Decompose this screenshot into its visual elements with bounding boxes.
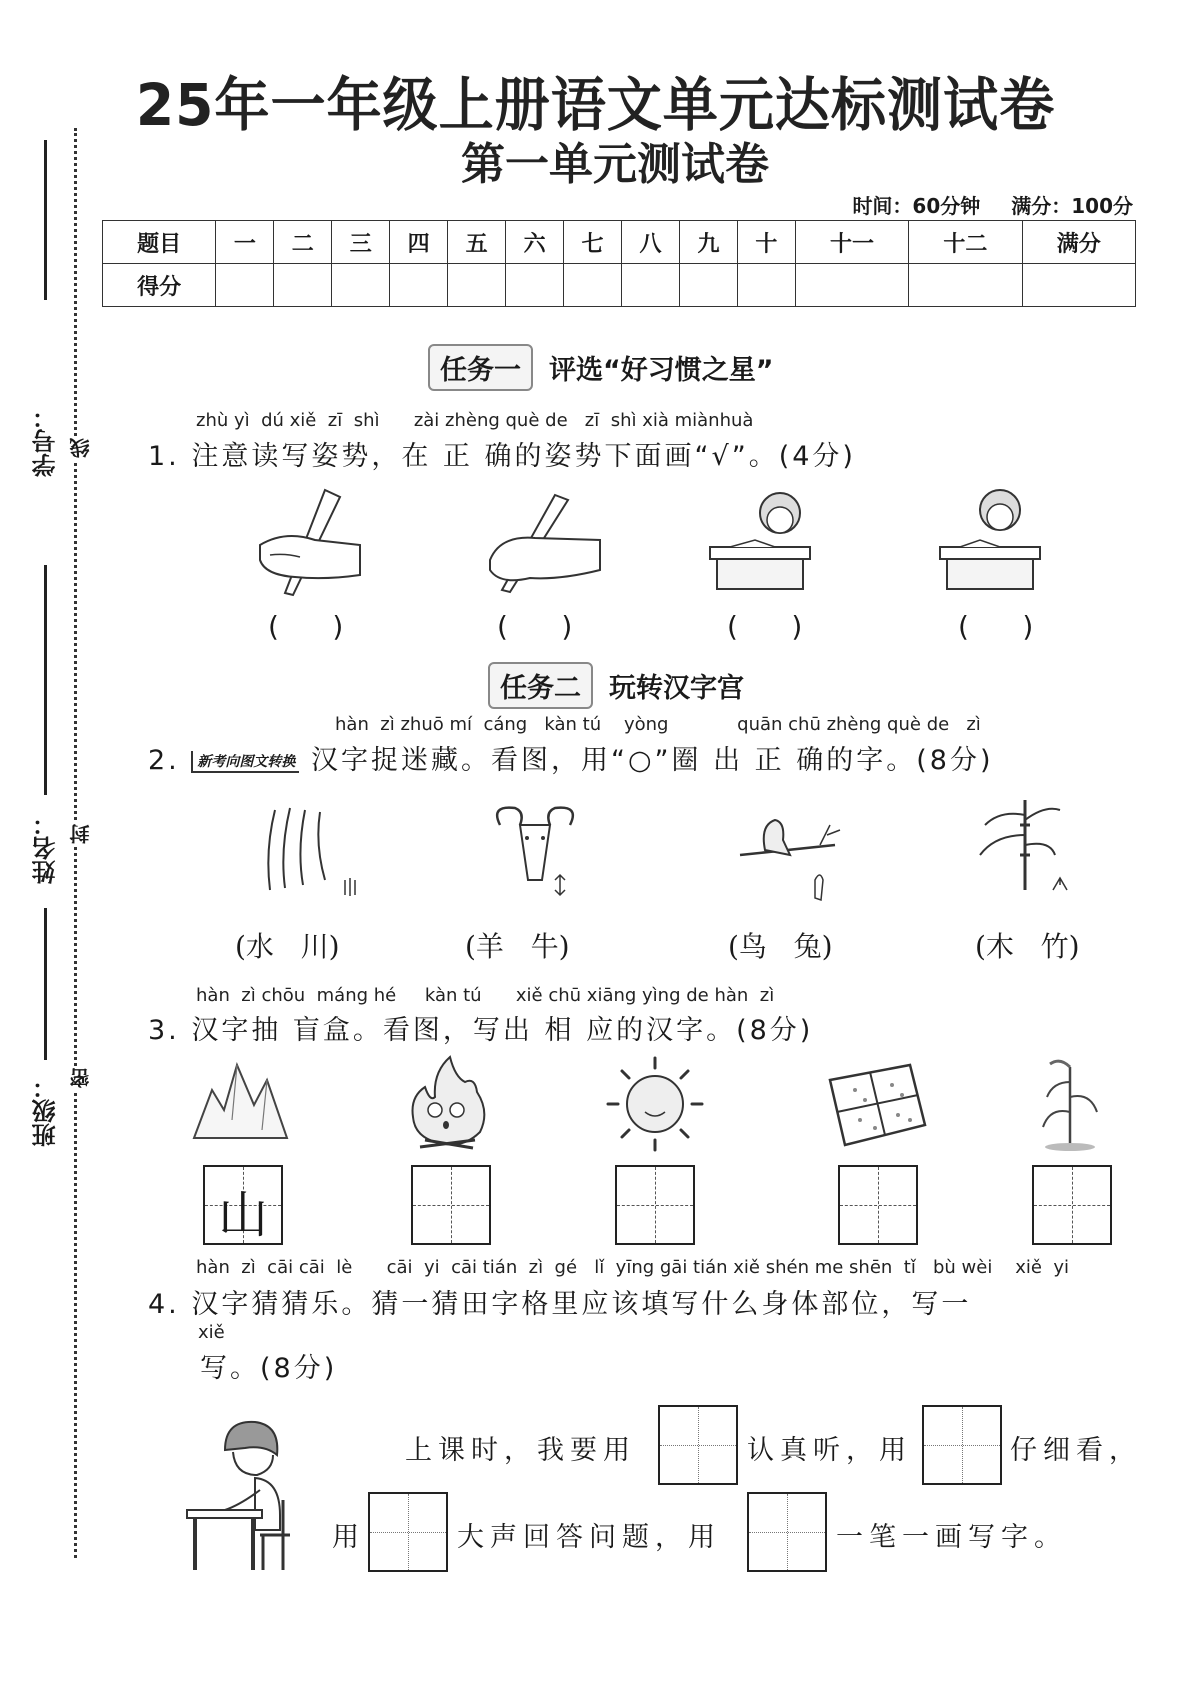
score-cell[interactable] xyxy=(332,264,390,307)
score-cell[interactable] xyxy=(1022,264,1135,307)
score-cell[interactable] xyxy=(622,264,680,307)
q2-choice-water-river[interactable]: (水 川) xyxy=(235,930,340,963)
score-table-header-row xyxy=(103,221,1136,264)
q4-answer-grid-write[interactable] xyxy=(747,1492,827,1572)
col-header: 七 xyxy=(564,221,622,264)
score-cell[interactable] xyxy=(795,264,908,307)
q4-pinyin-line2: xiě xyxy=(198,1322,225,1343)
q4-sentence2-part1: 用 xyxy=(332,1522,365,1553)
q2-choice-sheep-ox[interactable]: (羊 牛) xyxy=(465,930,570,963)
class-label: 班级： xyxy=(32,1075,60,1147)
col-header: 五 xyxy=(448,221,506,264)
q3-answer-grid-mountain[interactable] xyxy=(203,1165,283,1245)
bamboo-icon xyxy=(975,795,1085,900)
seal-secret-label: 密 xyxy=(66,1066,95,1090)
task2-heading xyxy=(488,662,744,709)
sun-icon xyxy=(600,1052,710,1157)
hand-pencil-correct-icon xyxy=(255,485,365,600)
fire-icon xyxy=(405,1052,495,1152)
q2-number: 2. xyxy=(148,745,180,776)
student-no-label: 学号： xyxy=(32,405,60,477)
river-icon xyxy=(245,800,365,900)
score-cell[interactable] xyxy=(506,264,564,307)
score-table-score-row xyxy=(103,264,1136,307)
new-trend-tag: 新考向图文转换 xyxy=(191,751,299,773)
time-limit: 时间：60分钟 xyxy=(852,194,981,218)
q4-sentence1-part2: 认真听，用 xyxy=(747,1435,912,1466)
col-header: 十二 xyxy=(909,221,1022,264)
q3-answer-char: 山 xyxy=(218,1186,268,1244)
q3-answer-grid-field[interactable] xyxy=(838,1165,918,1245)
q3-answer-grid-grain[interactable] xyxy=(1032,1165,1112,1245)
q3-pinyin: hàn zì chōu máng hé kàn tú xiě chū xiāng yìng de hàn zì xyxy=(196,985,775,1006)
mountain-icon xyxy=(192,1060,292,1140)
student-no-line[interactable] xyxy=(44,140,47,300)
girl-slouched-reading-icon xyxy=(705,485,815,595)
score-cell[interactable] xyxy=(274,264,332,307)
col-header: 二 xyxy=(274,221,332,264)
score-cell[interactable] xyxy=(216,264,274,307)
class-line[interactable] xyxy=(44,908,47,1060)
q2-choice-bird-rabbit[interactable]: (鸟 兔) xyxy=(728,930,833,963)
goat-icon xyxy=(480,800,590,900)
col-header: 一 xyxy=(216,221,274,264)
col-header: 六 xyxy=(506,221,564,264)
q1-text: 1. 注意读写姿势，在 正 确的姿势下面画“√”。(4分) xyxy=(148,441,856,472)
score-cell[interactable] xyxy=(564,264,622,307)
col-header: 九 xyxy=(679,221,737,264)
q2-choice-wood-bamboo[interactable]: (木 竹) xyxy=(975,930,1080,963)
col-header: 三 xyxy=(332,221,390,264)
task1-heading xyxy=(428,344,774,391)
task1-badge: 任务一 xyxy=(428,344,533,391)
page-title: 25年一年级上册语文单元达标测试卷 xyxy=(135,71,1056,139)
bird-icon xyxy=(735,810,845,905)
score-cell[interactable] xyxy=(909,264,1022,307)
col-header: 八 xyxy=(622,221,680,264)
task2-title: 玩转汉字宫 xyxy=(609,673,744,704)
q3-answer-grid-sun[interactable] xyxy=(615,1165,695,1245)
q4-text: 4. 汉字猜猜乐。猜一猜田字格里应该填写什么身体部位，写一 xyxy=(148,1289,972,1320)
q4-answer-grid-look[interactable] xyxy=(922,1405,1002,1485)
grain-plant-icon xyxy=(1035,1052,1105,1152)
q3-answer-grid-fire[interactable] xyxy=(411,1165,491,1245)
name-label: 姓名： xyxy=(32,812,60,884)
score-cell[interactable] xyxy=(390,264,448,307)
col-header: 十一 xyxy=(795,221,908,264)
seal-seal-label: 封 xyxy=(66,822,95,846)
q1-answer-blank[interactable]: ( ) xyxy=(497,610,573,643)
q4-pinyin: hàn zì cāi cāi lè cāi yi cāi tián zì gé lǐ yīng gāi tián xiě shén me shēn tǐ bù wèi xiě yi xyxy=(196,1257,1070,1278)
q4-sentence2-part3: 一笔一画写字。 xyxy=(836,1522,1067,1553)
q1-pinyin: zhù yì dú xiě zī shì zài zhèng què de zī shì xià miànhuà xyxy=(196,410,754,431)
col-header: 满分 xyxy=(1022,221,1135,264)
q4-sentence1-part3: 仔细看， xyxy=(1010,1435,1142,1466)
q4-text-line2: 写。(8分) xyxy=(200,1353,338,1384)
q2-pinyin: hàn zì zhuō mí cáng kàn tú yòng quān chū zhèng què de zì xyxy=(335,714,981,735)
page-subtitle: 第一单元测试卷 xyxy=(461,139,769,190)
q1-answer-blank[interactable]: ( ) xyxy=(268,610,344,643)
score-cell[interactable] xyxy=(448,264,506,307)
name-line[interactable] xyxy=(44,565,47,795)
q4-answer-grid-listen[interactable] xyxy=(658,1405,738,1485)
col-header: 十 xyxy=(737,221,795,264)
q4-sentence1-part1: 上课时，我要用 xyxy=(405,1435,636,1466)
field-icon xyxy=(820,1060,930,1150)
score-table xyxy=(102,220,1136,307)
q1-answer-blank[interactable]: ( ) xyxy=(727,610,803,643)
q2-text: 汉字捉迷藏。看图，用“○”圈 出 正 确的字。(8分) xyxy=(310,745,994,776)
hand-pencil-wrong-icon xyxy=(480,490,605,600)
task1-title: 评选“好习惯之星” xyxy=(549,355,774,386)
score-cell[interactable] xyxy=(679,264,737,307)
row-label: 得分 xyxy=(103,264,216,307)
boy-writing-icon xyxy=(185,1410,300,1575)
girl-upright-reading-icon xyxy=(935,485,1045,595)
q1-answer-blank[interactable]: ( ) xyxy=(958,610,1034,643)
q3-text: 3. 汉字抽 盲盒。看图，写出 相 应的汉字。(8分) xyxy=(148,1015,814,1046)
exam-meta xyxy=(828,190,1133,219)
row-label: 题目 xyxy=(103,221,216,264)
col-header: 四 xyxy=(390,221,448,264)
q4-answer-grid-answer[interactable] xyxy=(368,1492,448,1572)
q2-line xyxy=(148,738,993,777)
task2-badge: 任务二 xyxy=(488,662,593,709)
seal-line-label: 线 xyxy=(66,436,95,460)
score-cell[interactable] xyxy=(737,264,795,307)
full-score: 满分：100分 xyxy=(1011,194,1133,218)
q4-sentence2-part2: 大声回答问题，用 xyxy=(457,1522,721,1553)
